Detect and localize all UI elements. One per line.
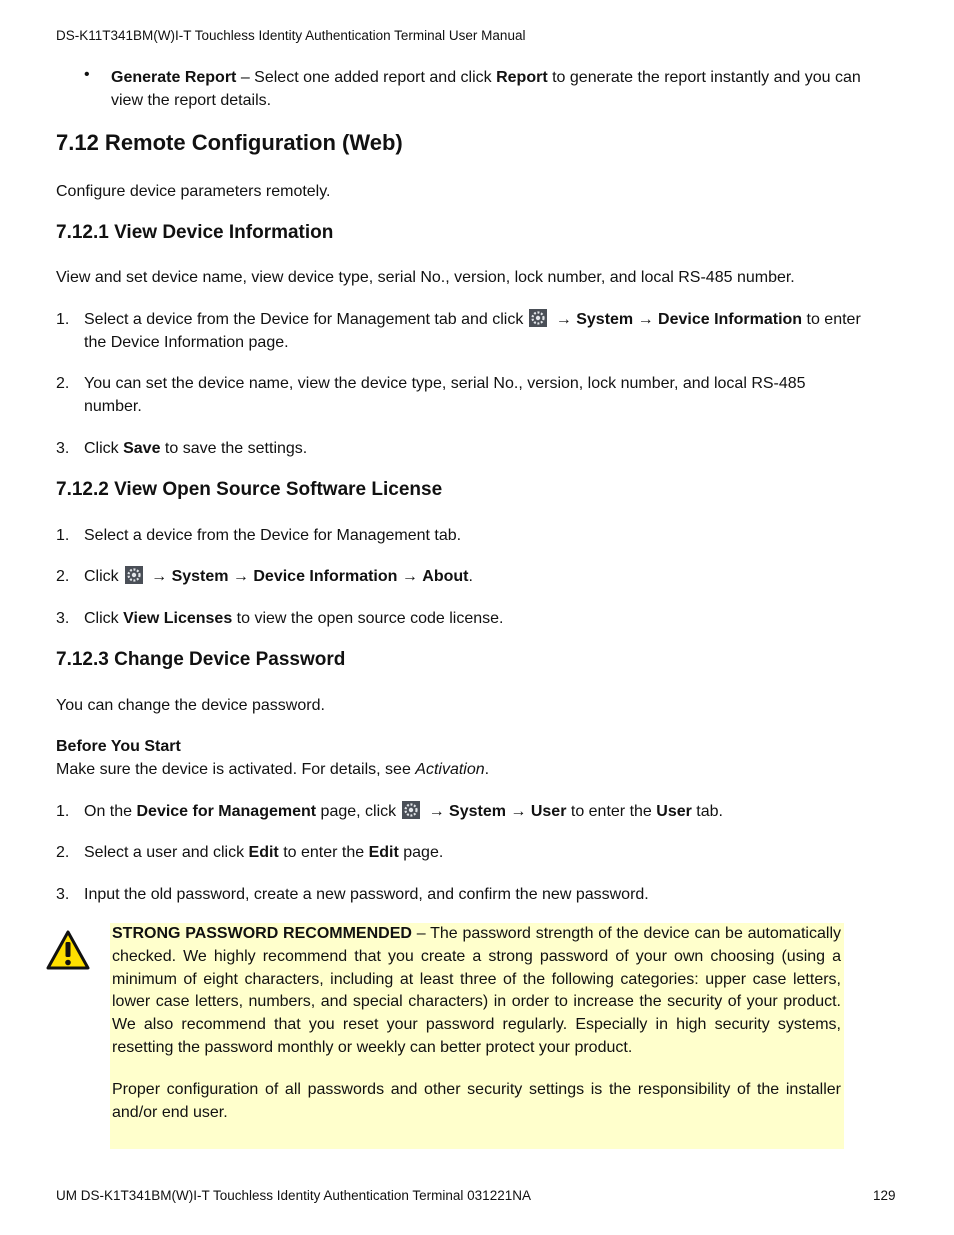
bold-term: Device Information bbox=[658, 311, 803, 328]
text: page. bbox=[398, 844, 444, 861]
bold-term: User bbox=[530, 803, 567, 820]
arrow: → bbox=[228, 568, 254, 585]
list-number: 1. bbox=[56, 803, 70, 820]
section-title: 7.12 Remote Configuration (Web) bbox=[56, 130, 403, 155]
list-item bbox=[56, 372, 876, 418]
gear-icon bbox=[529, 309, 547, 327]
subsection-title: 7.12.2 View Open Source Software License bbox=[56, 479, 443, 500]
arrow: → bbox=[505, 803, 531, 820]
bold-term: Save bbox=[123, 440, 161, 457]
list-item bbox=[56, 841, 876, 864]
list-number: 2. bbox=[56, 375, 70, 392]
list-item bbox=[56, 565, 876, 588]
list-number: 1. bbox=[56, 527, 70, 544]
text: . bbox=[468, 568, 473, 585]
text: to enter the Device Information page. bbox=[84, 311, 861, 351]
before-you-start-text bbox=[56, 758, 846, 781]
bold-term: User bbox=[656, 803, 692, 820]
list-item bbox=[56, 524, 876, 547]
password-warning-note bbox=[110, 923, 844, 1149]
list-number: 3. bbox=[56, 886, 70, 903]
bold-term: System bbox=[449, 803, 506, 820]
text: to enter the bbox=[278, 844, 369, 861]
text: Select a device from the Device for Management tab. bbox=[84, 527, 462, 544]
subsection-desc: View and set device name, view device type, serial No., version, lock number, and local RS-485 number. bbox=[56, 269, 795, 286]
bold-term: Edit bbox=[368, 844, 399, 861]
page-footer: UM DS-K1T341BM(W)I-T Touchless Identity Authentication Terminal 031221NA bbox=[56, 1188, 531, 1203]
text: to enter the bbox=[566, 803, 657, 820]
arrow: → bbox=[551, 311, 577, 328]
arrow: → bbox=[633, 311, 659, 328]
text: Select a device from the Device for Management tab and click bbox=[84, 311, 524, 328]
note-heading: STRONG PASSWORD RECOMMENDED bbox=[112, 925, 412, 942]
list-number: 2. bbox=[56, 568, 70, 585]
list-item bbox=[56, 883, 876, 906]
subsection-title: 7.12.3 Change Device Password bbox=[56, 649, 346, 670]
note-paragraph: Proper configuration of all passwords and other security settings is the responsibility of the installer and/or end user. bbox=[112, 1080, 841, 1121]
page-number: 129 bbox=[873, 1188, 896, 1203]
before-you-start-title: Before You Start bbox=[56, 738, 181, 755]
bold-term: Device Information bbox=[253, 568, 398, 585]
list-item bbox=[56, 800, 876, 823]
bold-term: Report bbox=[496, 69, 548, 86]
bold-term: View Licenses bbox=[123, 610, 233, 627]
gear-icon bbox=[125, 566, 143, 584]
text: – The password strength of the device can be automatically checked. We highly recommend that you create a strong password of your own choosing (using a minimum of eight characters, including at least three of the following categories: upper case letters, lower case letters, numbers, and special characters) in order to increase the security of your product. We also recommend that you reset your password regularly. Especially in high security systems, resetting the password monthly or weekly can better protect your product. bbox=[112, 925, 841, 1056]
bold-term: Device for Management bbox=[136, 803, 317, 820]
text: You can set the device name, view the device type, serial No., version, lock number, and local RS-485 number. bbox=[84, 375, 806, 415]
intro-bullet-text bbox=[111, 66, 891, 112]
text: Click bbox=[84, 440, 124, 457]
subsection-desc: You can change the device password. bbox=[56, 697, 325, 714]
text: – Select one added report and click bbox=[236, 69, 497, 86]
text: On the bbox=[84, 803, 137, 820]
bold-term: About bbox=[422, 568, 469, 585]
list-item bbox=[56, 437, 876, 460]
text: to view the open source code license. bbox=[232, 610, 504, 627]
note-paragraph bbox=[112, 923, 841, 1060]
text: tab. bbox=[691, 803, 723, 820]
list-number: 3. bbox=[56, 440, 70, 457]
section-desc: Configure device parameters remotely. bbox=[56, 183, 331, 200]
bold-term: System bbox=[171, 568, 229, 585]
text: Make sure the device is activated. For details, see bbox=[56, 761, 416, 778]
cross-reference: Activation bbox=[415, 761, 485, 778]
list-number: 1. bbox=[56, 311, 70, 328]
gear-icon bbox=[402, 801, 420, 819]
text: page, click bbox=[316, 803, 397, 820]
arrow: → bbox=[146, 568, 172, 585]
text: Click bbox=[84, 610, 124, 627]
page-header: DS-K11T341BM(W)I-T Touchless Identity Authentication Terminal User Manual bbox=[56, 28, 526, 43]
arrow: → bbox=[397, 568, 423, 585]
list-number: 3. bbox=[56, 610, 70, 627]
text: Click bbox=[84, 568, 119, 585]
text: to save the settings. bbox=[160, 440, 308, 457]
list-item bbox=[56, 607, 876, 630]
arrow: → bbox=[424, 803, 450, 820]
text: Input the old password, create a new password, and confirm the new password. bbox=[84, 886, 649, 903]
bold-term: Edit bbox=[248, 844, 279, 861]
text: Select a user and click bbox=[84, 844, 249, 861]
text: . bbox=[484, 761, 490, 778]
list-number: 2. bbox=[56, 844, 70, 861]
text: to generate the report instantly and you can view the report details. bbox=[111, 69, 861, 109]
subsection-title: 7.12.1 View Device Information bbox=[56, 222, 334, 243]
bold-term: System bbox=[576, 311, 634, 328]
list-item bbox=[56, 308, 876, 354]
warning-triangle-icon bbox=[46, 929, 90, 971]
bold-term: Generate Report bbox=[111, 69, 237, 86]
bullet-dot: • bbox=[84, 66, 90, 83]
